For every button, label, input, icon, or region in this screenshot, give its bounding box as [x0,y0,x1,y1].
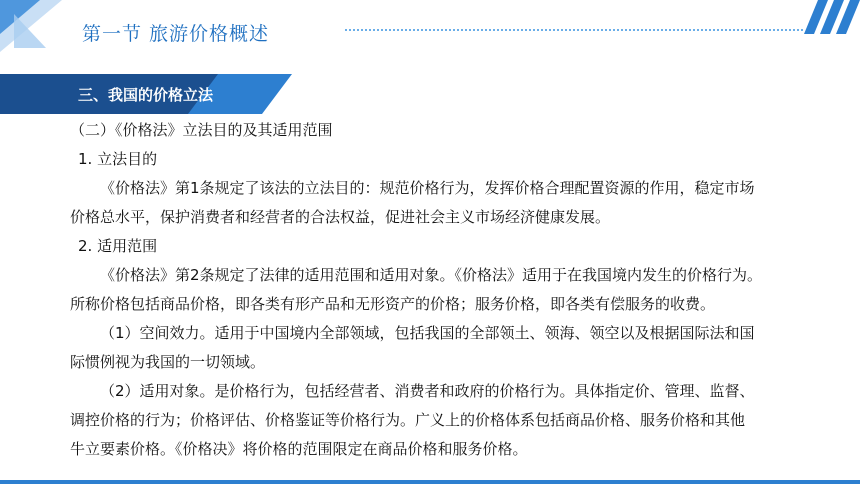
item2-paragraph-line: 所称价格包括商品价格，即各类有形产品和无形资产的价格；服务价格，即各类有偿服务的收费。 [70,295,716,313]
item1-paragraph-line: 《价格法》第1条规定了该法的立法目的：规范价格行为，发挥价格合理配置资源的作用，稳定市场 [100,179,755,197]
slash-stripes-decoration [804,0,860,34]
object-paragraph-line: 牛立要素价格。《价格决》将价格的范围限定在商品价格和服务价格。 [70,440,528,458]
item1-paragraph-line: 价格总水平，保护消费者和经营者的合法权益，促进社会主义市场经济健康发展。 [70,208,611,226]
object-paragraph-line: （2）适用对象。是价格行为，包括经营者、消费者和政府的价格行为。具体指定价、管理、监督、 [100,382,755,400]
bottom-accent-bar [0,480,860,484]
header-divider [345,29,803,31]
item1-heading: 1. 立法目的 [78,150,158,168]
object-paragraph-line: 调控价格的行为；价格评估、价格鉴证等价格行为。广义上的价格体系包括商品价格、服务价格和其他 [70,411,746,429]
scope-paragraph-line: 际惯例视为我国的一切领域。 [70,353,266,371]
item2-heading: 2. 适用范围 [78,237,158,255]
chapter-title: 第一节 旅游价格概述 [82,23,270,45]
content-body [70,116,830,464]
section-title: 三、我国的价格立法 [78,86,214,104]
subheading: （二）《价格法》立法目的及其适用范围 [70,121,333,139]
item2-paragraph-line: 《价格法》第2条规定了法律的适用范围和适用对象。《价格法》适用于在我国境内发生的价格行为。 [100,266,763,284]
scope-paragraph-line: （1）空间效力。适用于中国境内全部领域，包括我国的全部领土、领海、领空以及根据国际法和国 [100,324,755,342]
corner-decoration [0,0,72,62]
